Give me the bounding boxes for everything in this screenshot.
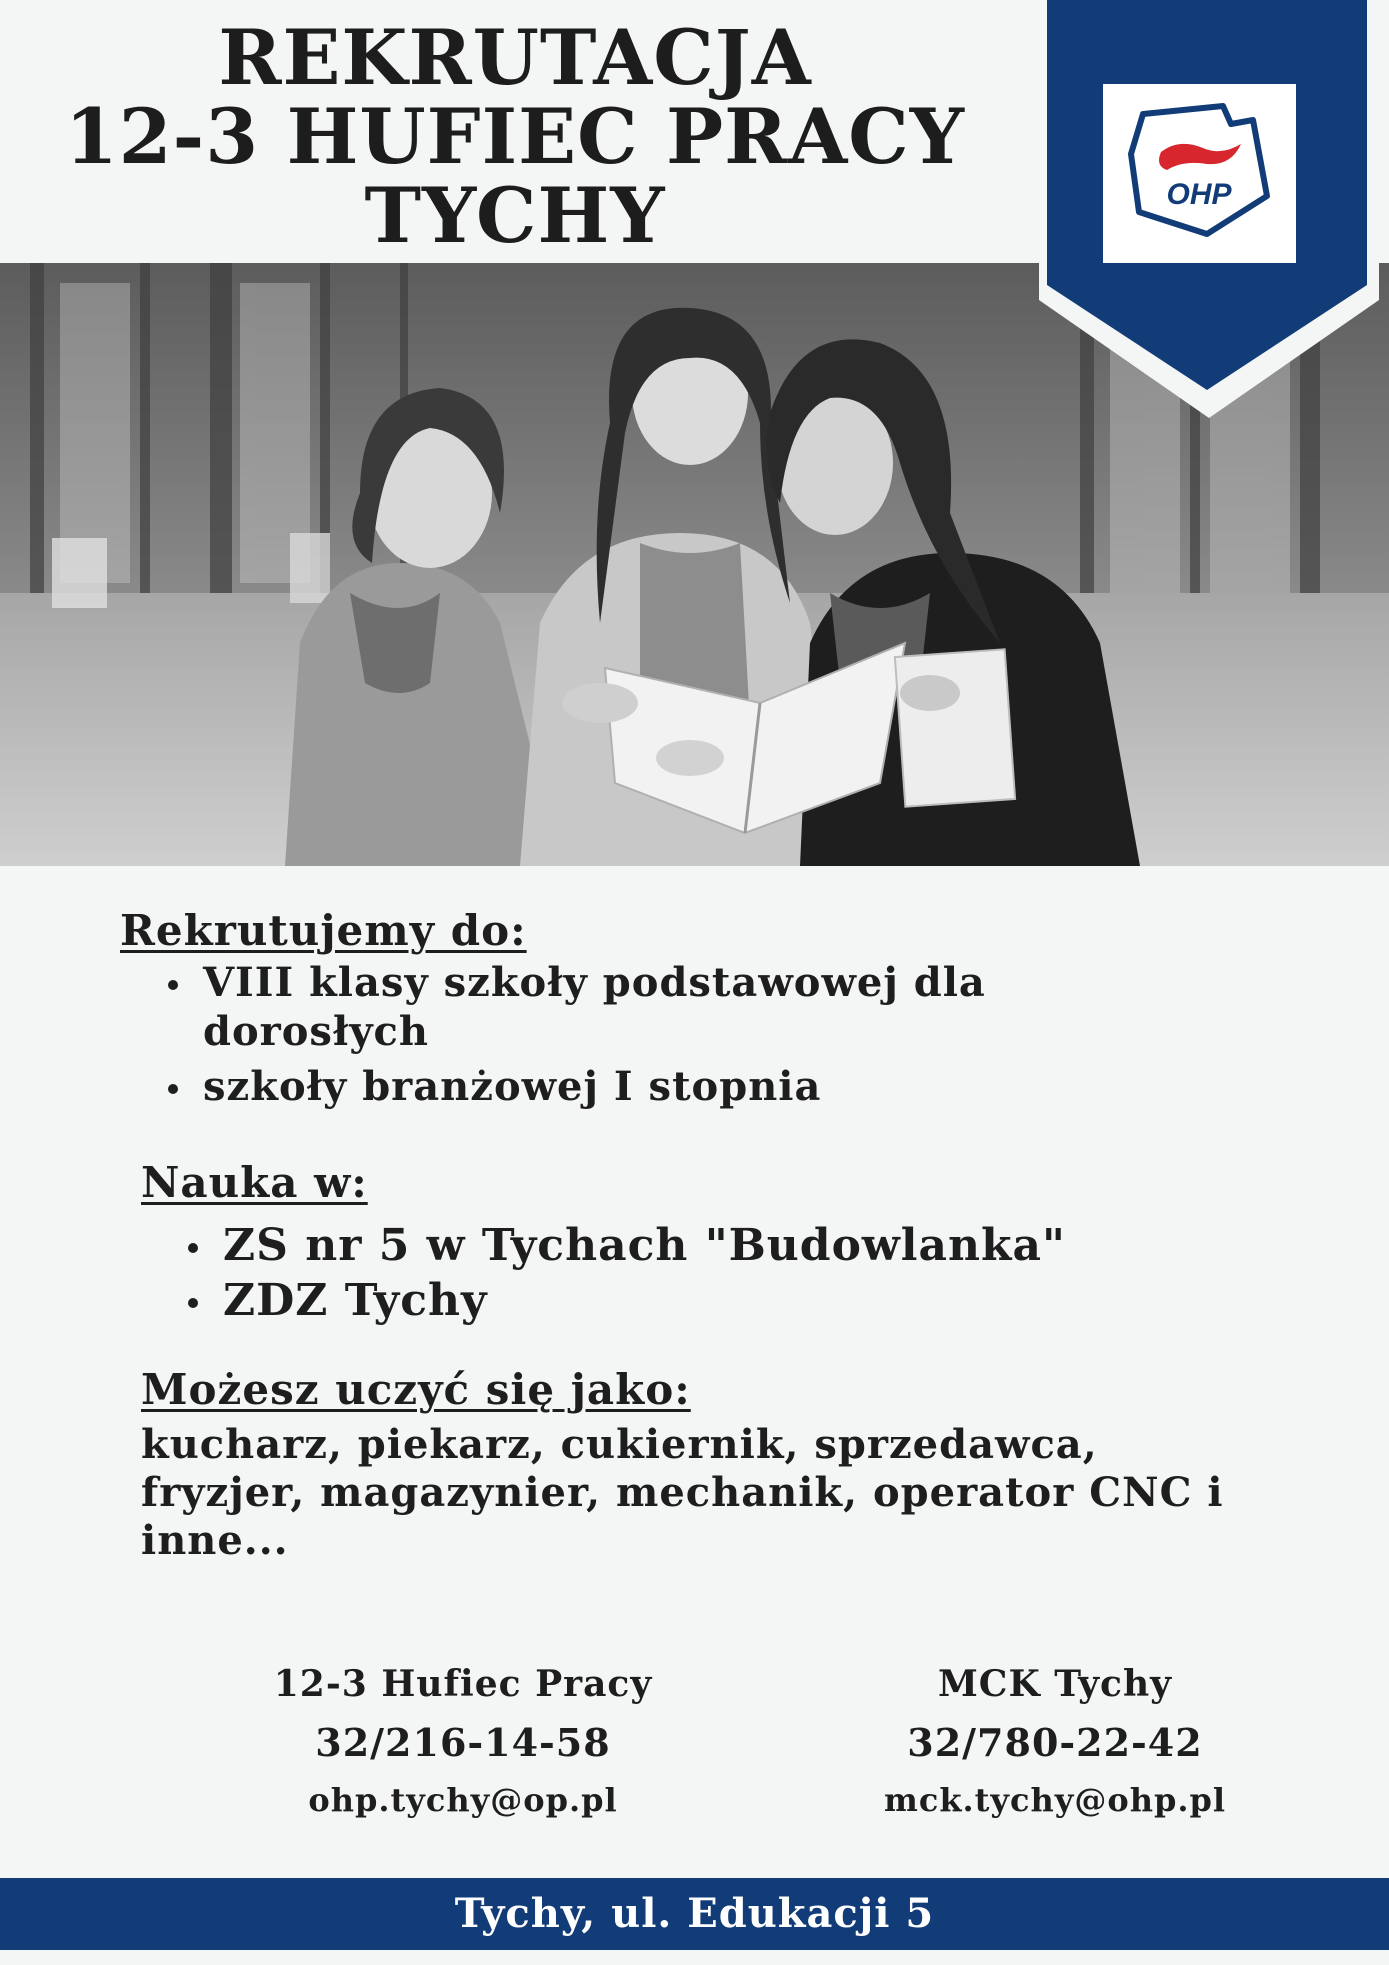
- recruit-list: [203, 958, 1389, 1111]
- list-item: VIII klasy szkoły podstawowej dla: [203, 958, 1389, 1007]
- contact-hufiec: [203, 1662, 723, 1823]
- jobs-list: kucharz, piekarz, cukiernik, sprzedawca, fryzjer, magazynier, mechanik, operator CNC i inne...: [141, 1421, 1224, 1564]
- footer-address: Tychy, ul. Edukacji 5: [0, 1878, 1389, 1950]
- bullet-icon: [188, 1243, 198, 1253]
- contact-phone[interactable]: 32/780-22-42: [907, 1720, 1203, 1765]
- contact-name: 12-3 Hufiec Pracy: [273, 1663, 653, 1705]
- poster-title: [0, 13, 1030, 260]
- learn-section: [0, 1160, 1389, 1328]
- title-line-2: 12-3 HUFIEC PRACY: [64, 92, 966, 181]
- contact-mck: [795, 1662, 1315, 1823]
- contact-name: MCK Tychy: [937, 1663, 1173, 1705]
- list-item-continuation: dorosłych: [203, 1008, 429, 1055]
- jobs-heading: Możesz uczyć się jako:: [141, 1365, 691, 1414]
- list-item: szkoły branżowej I stopnia: [203, 1062, 1389, 1111]
- ohp-logo: [1103, 84, 1296, 263]
- jobs-section: [0, 1367, 1389, 1565]
- contact-email[interactable]: ohp.tychy@op.pl: [308, 1781, 618, 1819]
- title-line-3: TYCHY: [364, 171, 666, 260]
- logo-text: OHP: [1166, 178, 1232, 211]
- contact-email[interactable]: mck.tychy@ohp.pl: [883, 1781, 1227, 1819]
- list-item: ZDZ Tychy: [223, 1273, 1389, 1328]
- learn-list: [223, 1218, 1389, 1328]
- bullet-icon: [168, 980, 178, 990]
- ohp-logo-icon: [1103, 84, 1296, 263]
- bullet-icon: [168, 1084, 178, 1094]
- bullet-icon: [188, 1298, 198, 1308]
- recruit-heading: Rekrutujemy do:: [120, 906, 527, 955]
- list-item: ZS nr 5 w Tychach "Budowlanka": [223, 1218, 1389, 1273]
- title-line-1: REKRUTACJA: [218, 13, 812, 102]
- contact-phone[interactable]: 32/216-14-58: [315, 1720, 611, 1765]
- learn-heading: Nauka w:: [141, 1158, 368, 1207]
- recruit-section: [0, 908, 1389, 1111]
